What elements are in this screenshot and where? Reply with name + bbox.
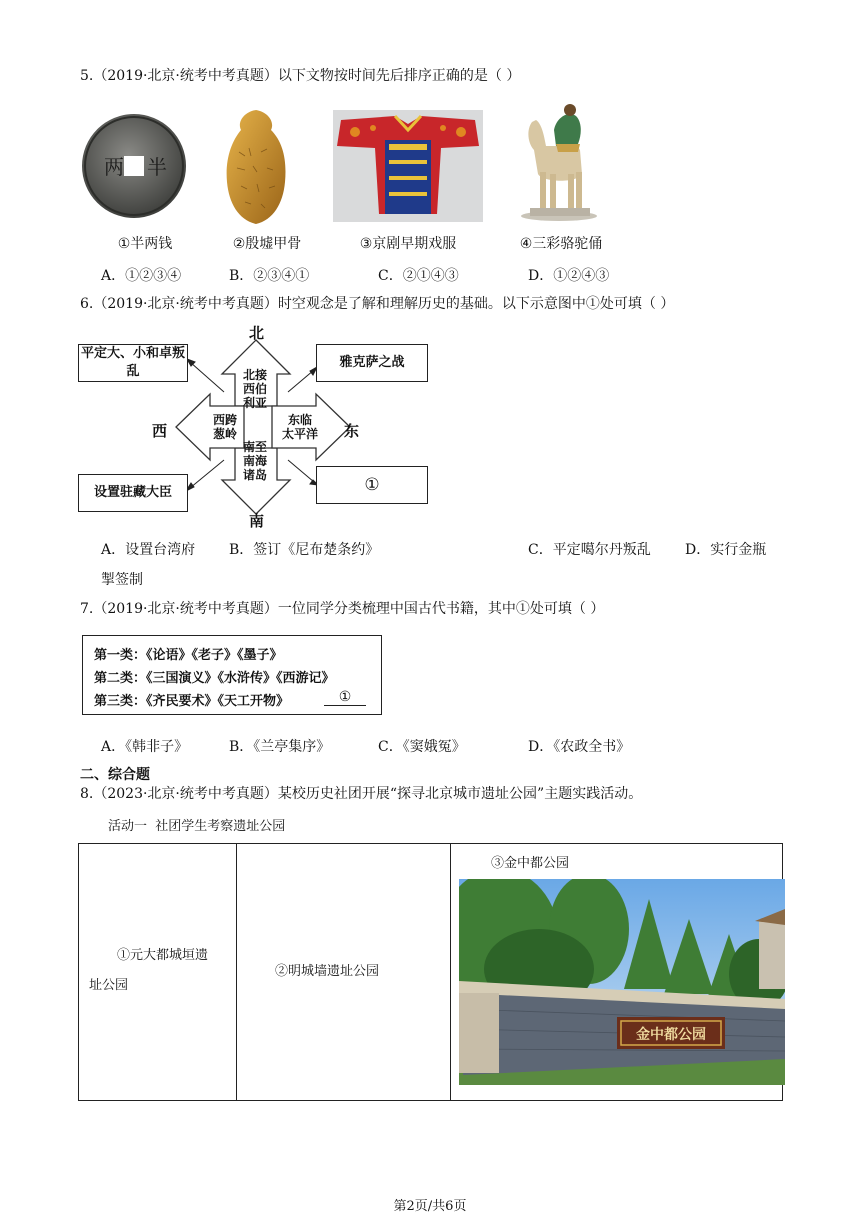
box-se-blank: ① (316, 466, 428, 504)
q5-stem: 5.（2019·北京·统考中考真题）以下文物按时间先后排序正确的是（ ） (80, 68, 521, 84)
svg-text:两: 两 (104, 155, 124, 179)
park-cell-2 (237, 844, 451, 1101)
arm-east-text: 东临 太平洋 (281, 413, 318, 441)
box-nw: 平定大、小和卓叛乱 (78, 344, 188, 382)
q5-option-c[interactable]: C．②①④③ (378, 268, 459, 284)
q5-caption-1: ①半两钱 (117, 236, 173, 252)
coin-image (80, 112, 188, 220)
q7-stem: 7.（2019·北京·统考中考真题）一位同学分类梳理中国古代书籍，其中①处可填（ ） (80, 601, 605, 617)
q5-caption-4: ④三彩骆驼俑 (519, 236, 603, 252)
svg-text:半: 半 (147, 155, 167, 179)
arm-west-text: 西跨 葱岭 (212, 413, 237, 441)
park-3-label: ③金中都公园 (491, 856, 570, 871)
box-sw: 设置驻藏大臣 (78, 474, 188, 512)
oracle-bone-image (223, 108, 289, 226)
book-blank: ① (324, 689, 366, 706)
park-2-label: ②明城墙遗址公园 (275, 964, 380, 979)
activity-label: 活动一 社团学生考察遗址公园 (108, 819, 286, 834)
direction-south: 南 (249, 512, 265, 530)
section-title: 二、综合题 (80, 767, 150, 783)
q6-option-d[interactable]: D．实行金瓶 (685, 542, 767, 558)
q5-caption-2: ②殷墟甲骨 (232, 236, 302, 252)
territory-diagram (78, 322, 438, 532)
camel-figurine-image (516, 100, 602, 222)
q5-option-d[interactable]: D．①②④③ (528, 268, 610, 284)
q5-option-b[interactable]: B．②③④① (229, 268, 310, 284)
park-sign-text: 金中都公园 (636, 1027, 706, 1043)
park-1-line-1: ①元大都城垣遗 (117, 948, 209, 963)
direction-east: 东 (344, 422, 360, 440)
box-ne: 雅克萨之战 (316, 344, 428, 382)
park-table (78, 843, 783, 1101)
jinzhongdu-park-photo (459, 879, 785, 1085)
q6-option-c[interactable]: C．平定噶尔丹叛乱 (528, 542, 651, 558)
park-cell-1 (79, 844, 237, 1101)
park-1-line-2: 址公园 (89, 978, 129, 993)
page-footer: 第2页/共6页 (393, 1199, 467, 1214)
park-cell-3 (451, 844, 783, 1101)
book-row-1: 第一类：《论语》《老子》《墨子》 (94, 648, 283, 663)
arm-south-text: 南至 南海 诸岛 (242, 440, 267, 482)
opera-costume-image (333, 110, 483, 222)
q7-option-d[interactable]: D．《农政全书》 (528, 739, 631, 755)
direction-west: 西 (152, 422, 168, 440)
q6-option-d-cont: 掣签制 (101, 572, 143, 588)
q6-stem: 6.（2019·北京·统考中考真题）时空观念是了解和理解历史的基础。以下示意图中①处可填（ ） (80, 296, 675, 312)
q6-option-b[interactable]: B．签订《尼布楚条约》 (229, 542, 380, 558)
q6-option-a[interactable]: A．设置台湾府 (101, 542, 196, 558)
q7-option-b[interactable]: B．《兰亭集序》 (229, 739, 331, 755)
q5-option-a[interactable]: A．①②③④ (101, 268, 182, 284)
q7-option-c[interactable]: C．《窦娥冤》 (378, 739, 466, 755)
direction-north: 北 (249, 324, 265, 342)
q5-caption-3: ③京剧早期戏服 (359, 236, 457, 252)
q7-option-a[interactable]: A．《韩非子》 (101, 739, 189, 755)
book-row-3: 第三类：《齐民要术》《天工开物》 (94, 694, 290, 709)
book-row-2: 第二类：《三国演义》《水浒传》《西游记》 (94, 671, 335, 686)
arm-north-text: 北接 西伯 利亚 (242, 368, 267, 410)
book-classification-box (82, 635, 382, 715)
q8-stem: 8.（2023·北京·统考中考真题）某校历史社团开展“探寻北京城市遗址公园”主题实践活动。 (80, 786, 643, 802)
